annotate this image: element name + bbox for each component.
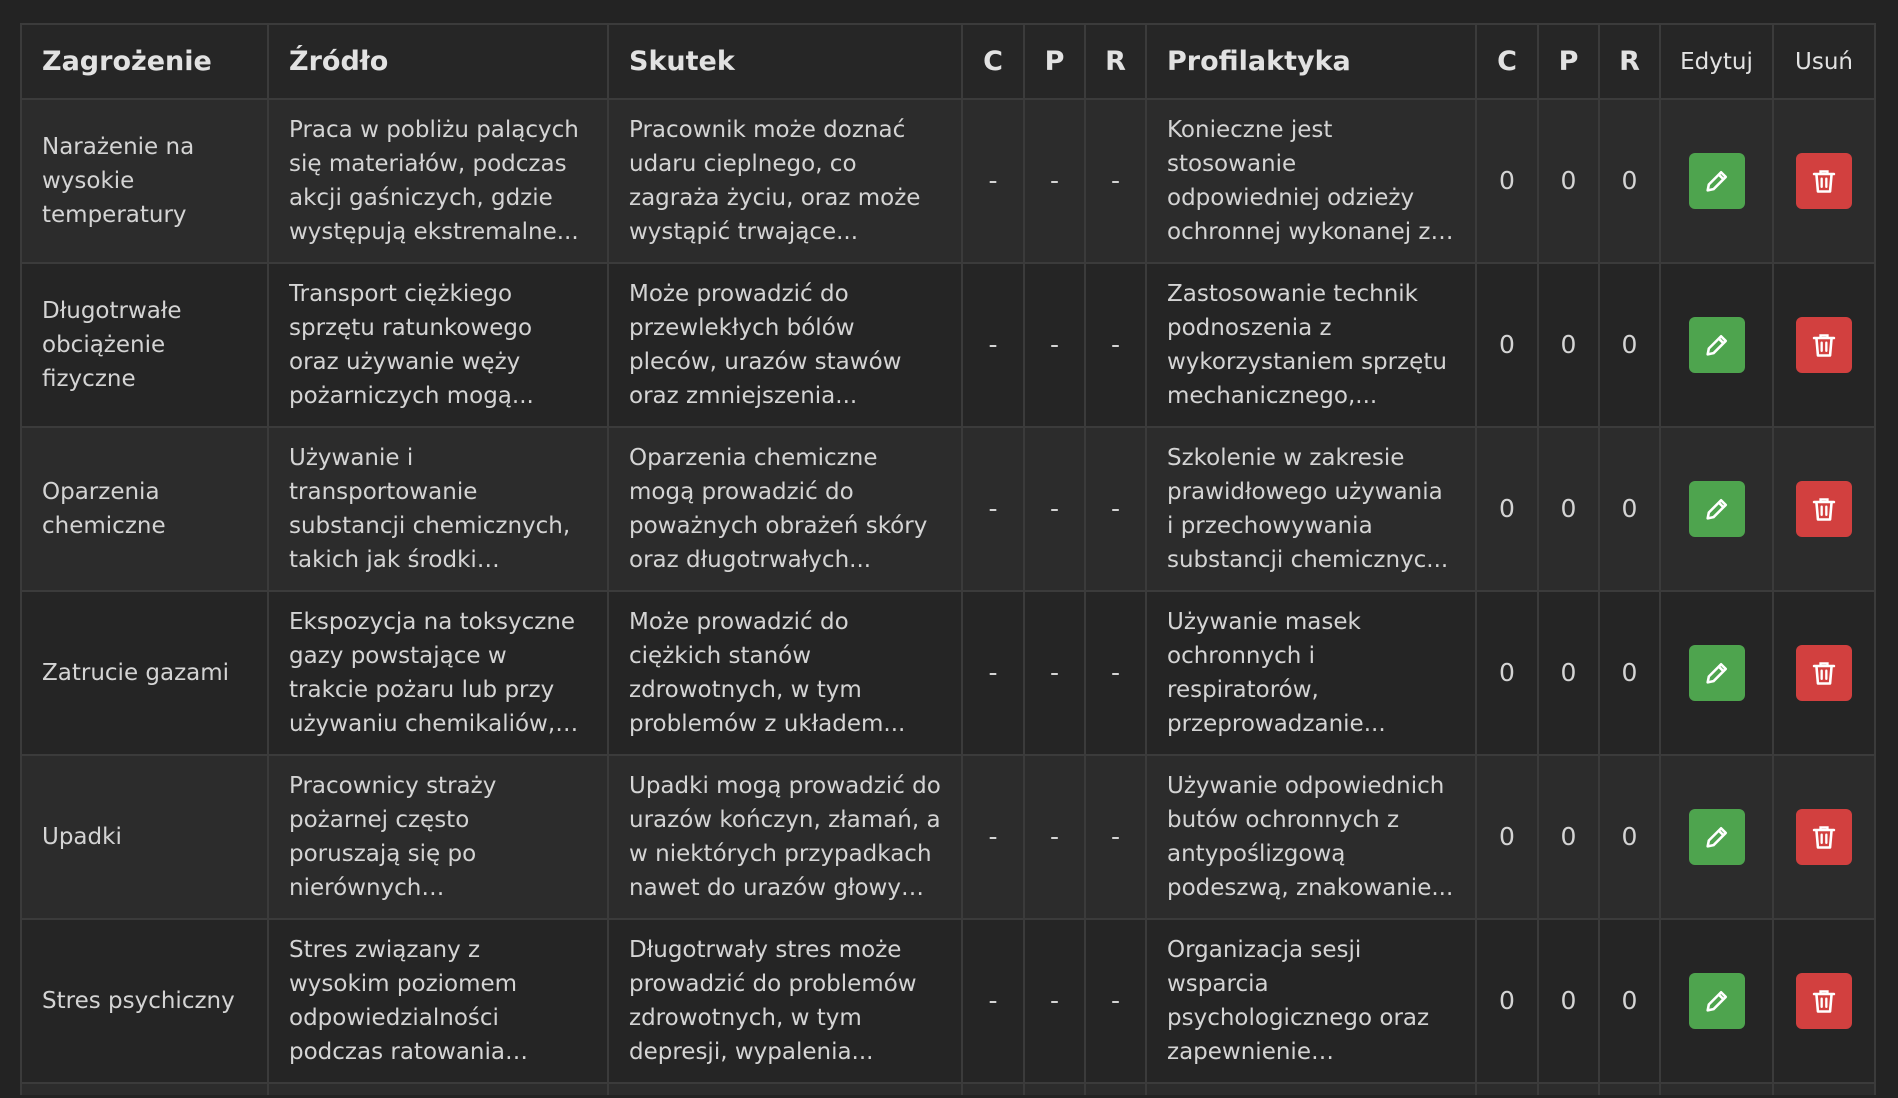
partial-cell <box>21 1083 268 1095</box>
p-before-cell: - <box>1024 427 1085 591</box>
hazard-table-container <box>20 23 1874 1095</box>
r-after-cell: 0 <box>1599 99 1660 263</box>
prevention-text: Konieczne jest stosowanie odpowiedniej odzieży ochronnej wykonanej z <box>1167 117 1431 245</box>
p-after-cell: 0 <box>1538 755 1599 919</box>
header-source: Źródło <box>268 24 608 99</box>
header-row <box>21 24 1875 99</box>
edit-button[interactable] <box>1689 973 1745 1029</box>
source-text: Stres związany z wysokim poziomem odpowiedzialności podczas ratowania <box>289 937 518 1065</box>
prevention-text: Używanie odpowiednich butów ochronnych z antypoślizgową podeszwą, znakowanie... <box>1167 773 1454 901</box>
c-after-cell: 0 <box>1476 755 1538 919</box>
edit-cell <box>1660 919 1773 1083</box>
r-before-cell: - <box>1085 263 1146 427</box>
p-before-cell: - <box>1024 99 1085 263</box>
c-before-cell: - <box>962 427 1024 591</box>
p-before-cell: - <box>1024 755 1085 919</box>
prevention-text: Używanie masek ochronnych i respiratorów, przeprowadzanie... <box>1167 609 1386 737</box>
hazard-text: Oparzenia chemiczne <box>42 479 166 539</box>
partial-cell <box>1085 1083 1146 1095</box>
effect-cell <box>608 99 962 263</box>
trash-icon <box>1810 659 1838 687</box>
trash-icon <box>1810 823 1838 851</box>
source-cell <box>268 919 608 1083</box>
pencil-icon <box>1703 331 1731 359</box>
delete-button[interactable] <box>1796 645 1852 701</box>
r-after-cell: 0 <box>1599 919 1660 1083</box>
header-prevention: Profilaktyka <box>1146 24 1476 99</box>
table-row <box>21 427 1875 591</box>
p-before-cell: - <box>1024 591 1085 755</box>
prevention-text: Organizacja sesji wsparcia psychologicznego oraz zapewnienie <box>1167 937 1430 1065</box>
source-text: Transport ciężkiego sprzętu ratunkowego oraz używanie węży pożarniczych mogą... <box>289 281 534 409</box>
table-row <box>21 919 1875 1083</box>
p-after-cell: 0 <box>1538 919 1599 1083</box>
edit-button[interactable] <box>1689 809 1745 865</box>
c-before-cell: - <box>962 263 1024 427</box>
c-after-cell: 0 <box>1476 427 1538 591</box>
effect-cell <box>608 427 962 591</box>
p-before-cell: - <box>1024 919 1085 1083</box>
c-before-cell: - <box>962 755 1024 919</box>
effect-text: Może prowadzić do przewlekłych bólów pleców, urazów stawów oraz zmniejszenia... <box>629 281 902 409</box>
hazard-text: Długotrwałe obciążenie fizyczne <box>42 298 182 392</box>
r-before-cell: - <box>1085 755 1146 919</box>
table-row-partial <box>21 1083 1875 1095</box>
source-cell <box>268 427 608 591</box>
delete-cell <box>1773 591 1875 755</box>
partial-cell <box>1538 1083 1599 1095</box>
partial-cell <box>1660 1083 1773 1095</box>
prevention-text: Szkolenie w zakresie prawidłowego używania i przechowywania substancji chemicznyc... <box>1167 445 1449 573</box>
header-p-before: P <box>1024 24 1085 99</box>
hazard-table <box>20 23 1876 1095</box>
header-r-before: R <box>1085 24 1146 99</box>
partial-cell <box>1024 1083 1085 1095</box>
partial-cell <box>1476 1083 1538 1095</box>
c-after-cell: 0 <box>1476 591 1538 755</box>
header-c-before: C <box>962 24 1024 99</box>
r-before-cell: - <box>1085 591 1146 755</box>
delete-button[interactable] <box>1796 481 1852 537</box>
p-before-cell: - <box>1024 263 1085 427</box>
edit-button[interactable] <box>1689 153 1745 209</box>
trash-icon <box>1810 331 1838 359</box>
hazard-text: Upadki <box>42 824 122 850</box>
delete-cell <box>1773 427 1875 591</box>
delete-cell <box>1773 99 1875 263</box>
edit-cell <box>1660 591 1773 755</box>
p-after-cell: 0 <box>1538 591 1599 755</box>
partial-cell <box>1773 1083 1875 1095</box>
source-cell <box>268 263 608 427</box>
trash-icon <box>1810 495 1838 523</box>
pencil-icon <box>1703 987 1731 1015</box>
prevention-cell <box>1146 99 1476 263</box>
r-after-cell: 0 <box>1599 755 1660 919</box>
delete-button[interactable] <box>1796 809 1852 865</box>
hazard-cell <box>21 755 268 919</box>
delete-cell <box>1773 263 1875 427</box>
pencil-icon <box>1703 823 1731 851</box>
table-row <box>21 99 1875 263</box>
hazard-cell <box>21 427 268 591</box>
r-before-cell: - <box>1085 427 1146 591</box>
header-hazard: Zagrożenie <box>21 24 268 99</box>
pencil-icon <box>1703 659 1731 687</box>
effect-cell <box>608 263 962 427</box>
hazard-text: Narażenie na wysokie temperatury <box>42 134 195 228</box>
hazard-cell <box>21 919 268 1083</box>
c-before-cell: - <box>962 919 1024 1083</box>
prevention-cell <box>1146 919 1476 1083</box>
edit-button[interactable] <box>1689 317 1745 373</box>
edit-cell <box>1660 263 1773 427</box>
hazard-cell <box>21 263 268 427</box>
table-row <box>21 755 1875 919</box>
trash-icon <box>1810 167 1838 195</box>
delete-cell <box>1773 919 1875 1083</box>
r-before-cell: - <box>1085 99 1146 263</box>
p-after-cell: 0 <box>1538 427 1599 591</box>
delete-cell <box>1773 755 1875 919</box>
prevention-cell <box>1146 755 1476 919</box>
pencil-icon <box>1703 167 1731 195</box>
p-after-cell: 0 <box>1538 99 1599 263</box>
effect-cell <box>608 755 962 919</box>
partial-cell <box>268 1083 608 1095</box>
c-after-cell: 0 <box>1476 263 1538 427</box>
c-before-cell: - <box>962 99 1024 263</box>
r-after-cell: 0 <box>1599 263 1660 427</box>
c-before-cell: - <box>962 591 1024 755</box>
partial-cell <box>1599 1083 1660 1095</box>
trash-icon <box>1810 987 1838 1015</box>
partial-cell <box>1146 1083 1476 1095</box>
header-c-after: C <box>1476 24 1538 99</box>
r-after-cell: 0 <box>1599 591 1660 755</box>
effect-text: Może prowadzić do ciężkich stanów zdrowotnych, w tym problemów z układem... <box>629 609 906 737</box>
effect-text: Długotrwały stres może prowadzić do problemów zdrowotnych, w tym depresji, wypalenia... <box>629 937 917 1065</box>
source-cell <box>268 591 608 755</box>
edit-button[interactable] <box>1689 481 1745 537</box>
effect-cell <box>608 919 962 1083</box>
hazard-cell <box>21 99 268 263</box>
partial-cell <box>608 1083 962 1095</box>
source-text: Używanie i transportowanie substancji chemicznych, takich jak środki <box>289 445 571 573</box>
header-effect: Skutek <box>608 24 962 99</box>
delete-button[interactable] <box>1796 317 1852 373</box>
hazard-text: Stres psychiczny <box>42 988 235 1014</box>
source-text: Ekspozycja na toksyczne gazy powstające w trakcie pożaru lub przy używaniu chemikaliów, <box>289 609 576 737</box>
header-r-after: R <box>1599 24 1660 99</box>
p-after-cell: 0 <box>1538 263 1599 427</box>
partial-cell <box>962 1083 1024 1095</box>
hazard-text: Zatrucie gazami <box>42 660 230 686</box>
c-after-cell: 0 <box>1476 919 1538 1083</box>
table-row <box>21 591 1875 755</box>
source-text: Pracownicy straży pożarnej często poruszają się po nierównych <box>289 773 497 901</box>
delete-button[interactable] <box>1796 153 1852 209</box>
c-after-cell: 0 <box>1476 99 1538 263</box>
edit-cell <box>1660 755 1773 919</box>
r-after-cell: 0 <box>1599 427 1660 591</box>
effect-text: Pracownik może doznać udaru cieplnego, co zagraża życiu, oraz może wystąpić trwające... <box>629 117 921 245</box>
r-before-cell: - <box>1085 919 1146 1083</box>
header-delete: Usuń <box>1773 24 1875 99</box>
prevention-cell <box>1146 427 1476 591</box>
header-p-after: P <box>1538 24 1599 99</box>
source-cell <box>268 755 608 919</box>
source-cell <box>268 99 608 263</box>
effect-text: Oparzenia chemiczne mogą prowadzić do poważnych obrażeń skóry oraz długotrwałych... <box>629 445 928 573</box>
effect-cell <box>608 591 962 755</box>
effect-text: Upadki mogą prowadzić do urazów kończyn, złamań, a w niektórych przypadkach nawet do urazów głowy <box>629 773 941 901</box>
header-edit: Edytuj <box>1660 24 1773 99</box>
prevention-cell <box>1146 263 1476 427</box>
edit-button[interactable] <box>1689 645 1745 701</box>
edit-cell <box>1660 427 1773 591</box>
hazard-cell <box>21 591 268 755</box>
table-row <box>21 263 1875 427</box>
source-text: Praca w pobliżu palących się materiałów, podczas akcji gaśniczych, gdzie występują ekstremalne... <box>289 117 579 245</box>
edit-cell <box>1660 99 1773 263</box>
pencil-icon <box>1703 495 1731 523</box>
delete-button[interactable] <box>1796 973 1852 1029</box>
prevention-text: Zastosowanie technik podnoszenia z wykorzystaniem sprzętu mechanicznego,... <box>1167 281 1447 409</box>
prevention-cell <box>1146 591 1476 755</box>
